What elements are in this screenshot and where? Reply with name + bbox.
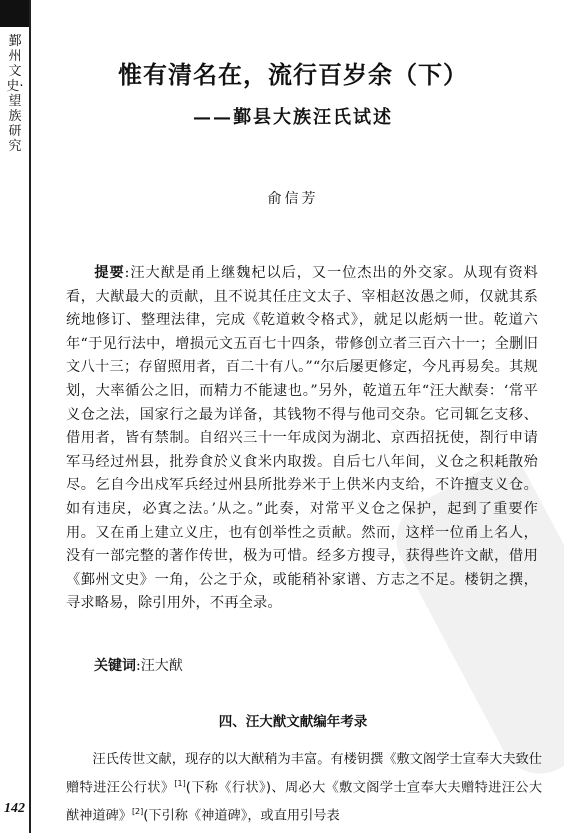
- body-paragraph: [66, 748, 542, 829]
- article-title: 惟有清名在，流行百岁余（下）: [118, 61, 468, 89]
- keywords-label: 关键词: [94, 658, 136, 674]
- body-text-part2: (下称《行状》)、周必大《敷文阁学士宣奉大夫赠特进汪公大猷神道碑》: [66, 780, 543, 824]
- page-number: 142: [4, 801, 25, 816]
- section-heading: 四、汪大猷文献编年考录: [218, 714, 368, 730]
- abstract-text: :汪大猷是甬上继魏杞以后，又一位杰出的外交家。从现有资料看，大猷最大的贡献，且不说其任庄文太子、宰相赵汝愚之师，仅就其系统地修订、整理法律，完成《乾道敕令格式》，就足以彪炳一世。乾道六年“于见行法中，增损元文五百七十四条，带修创立者三百六十一；全删旧文八十三；存留照用者，百二十有八。”“尔后屡更修定，今凡再易矣。其规划，大率循公之旧，而精力不能逮也。”另外，乾道五年“汪大猷奏：‘常平义仓之法，国家行之最为详备，其钱物不得与他司交杂。它司辄乞支移、借用者，皆有禁制。自绍兴三十一年成闵为湖北、京西招抚使，剳行申请军马经过州县，批券食於义食米内取拨。自后七八年间，义仓之积耗散殆尽。乞自今出戍军兵经过州县所批券米于上供米内支给，不许擅支义仓。如有违戾，必寘之法。’从之。”此奏，对常平义仓之保护，起到了重要作用。又在甬上建立义庄，也有创举性之贡献。然而，这样一位甬上名人，没有一部完整的著作传世，极为可惜。经多方搜寻，获得些许文献，借用《鄞州文史》一角，公之于众，或能稍补家谱、方志之不足。楼钥之撰，寻求略易，除引用外，不再全录。: [66, 265, 538, 612]
- article-author: 俞信芳: [267, 191, 319, 207]
- footnote-ref-2: [2]: [131, 807, 144, 817]
- body-text-part3: (下引称《神道碑》，或直用引号表: [143, 808, 340, 824]
- article-subtitle: ——鄞县大族汪氏试述: [193, 107, 393, 128]
- series-label: 鄞州文史·望族研究: [6, 34, 24, 154]
- abstract-label: 提要: [94, 265, 125, 281]
- footnote-ref-1: [1]: [174, 779, 186, 788]
- keywords-line: [94, 655, 183, 675]
- body-text-part1: 汪氏传世文献，现存的以大猷稍为丰富。有楼钥撰《敷文阁学士宣奉大夫致仕赠特进汪公行状》: [66, 752, 542, 796]
- abstract-paragraph: [66, 262, 538, 616]
- keywords-text: :汪大猷: [136, 658, 183, 674]
- sidebar-divider: [29, 0, 31, 833]
- sidebar-black-block: [0, 0, 30, 27]
